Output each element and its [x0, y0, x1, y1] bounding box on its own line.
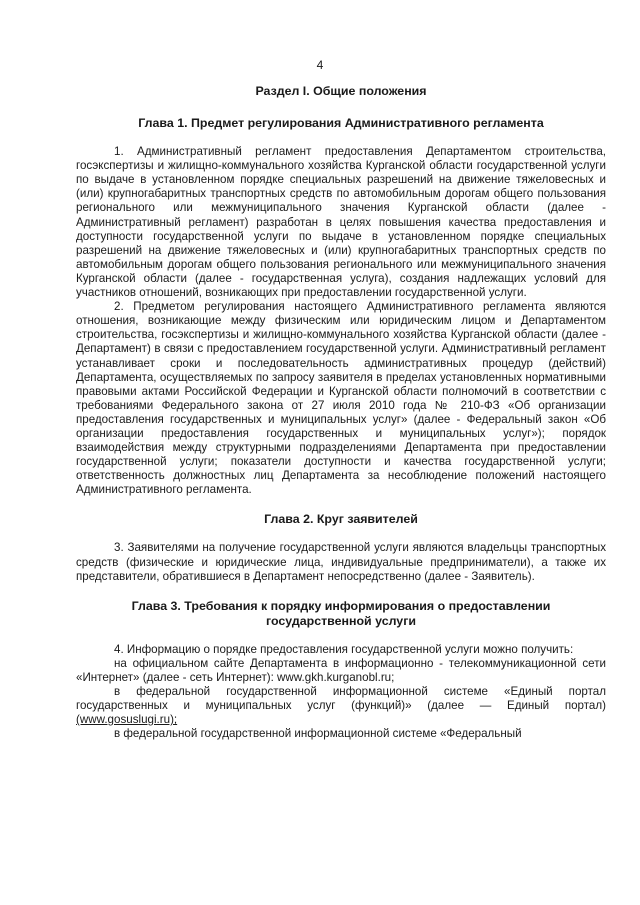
info-item-portal	[76, 685, 606, 727]
paragraph-4: 4. Информацию о порядке предоставления государственной услуги можно получить:	[114, 642, 574, 656]
paragraph-3: 3. Заявителями на получение государственной услуги являются владельцы транспортных средств (физические и юридические лица, индивидуальные предприниматели), а также их представители, обратившиеся в Департамент непосредственно (далее - Заявитель).	[76, 541, 606, 583]
page-number: 4	[316, 58, 324, 72]
chapter-1-title: Глава 1. Предмет регулирования Административного регламента	[138, 116, 544, 131]
chapter-3-title	[76, 599, 606, 629]
info-item-portal-text: в федеральной государственной информационной системе «Единый портал государственных и муниципальных услуг (функций)» (далее — Единый портал)	[76, 685, 606, 713]
chapter-3-title-line-1: Глава 3. Требования к порядку информирования о предоставлении	[131, 598, 551, 613]
paragraph-2: 2. Предметом регулирования настоящего Административного регламента являются отношения, возникающие между физическим или юридическим лицом и Департаментом строительства, госэкспертизы и жилищно-коммунального хозяйства Курганской области (далее - Департамент) в связи с предоставлением государственной услуги. Административный регламент устанавливает сроки и последовательность административных процедур (действий) Департамента, осуществляемых по запросу заявителя в пределах установленных нормативными правовыми актами Российской Федерации и Курганской области полномочий в соответствии с требованиями Федерального закона от 27 июля 2010 года № 210-ФЗ «Об организации предоставления государственных и муниципальных услуг» (далее - Федеральный закон «Об организации предоставления государственных и муниципальных услуг»); порядок взаимодействия между структурными подразделениями Департамента при предоставлении государственной услуги; показатели доступности и качества государственной услуги; ответственность должностных лиц Департамента за несоблюдение положений настоящего Административного регламента.	[76, 300, 606, 497]
info-item-federal-system: в федеральной государственной информационной системе «Федеральный	[114, 727, 522, 741]
document-body	[76, 84, 606, 741]
paragraph-1: 1. Административный регламент предоставления Департаментом строительства, госэкспертизы и жилищно-коммунального хозяйства Курганской области государственной услуги по выдаче в установленном порядке специальных разрешений на движение тяжеловесных и (или) крупногабаритных транспортных средств по автомобильным дорогам общего пользования регионального или межмуниципального значения Курганской области (далее - Административный регламент) разработан в целях повышения качества предоставления и доступности государственной услуги по выдаче в установленном порядке специальных разрешений на движение тяжеловесных и (или) крупногабаритных транспортных средств по автомобильным дорогам общего пользования регионального или межмуниципального значения Курганской области (далее - государственная услуга), создания надлежащих условий для участников отношений, возникающих при предоставлении государственной услуги.	[76, 145, 606, 300]
chapter-2-title: Глава 2. Круг заявителей	[264, 512, 418, 527]
info-item-website: на официальном сайте Департамента в информационно - телекоммуникационной сети «Интернет» (далее - сеть Интернет): www.gkh.kurganobl.ru;	[76, 656, 606, 684]
section-title: Раздел I. Общие положения	[255, 84, 427, 98]
chapter-3-title-line-2: государственной услуги	[266, 613, 416, 628]
gosuslugi-link[interactable]: (www.gosuslugi.ru);	[76, 713, 178, 727]
